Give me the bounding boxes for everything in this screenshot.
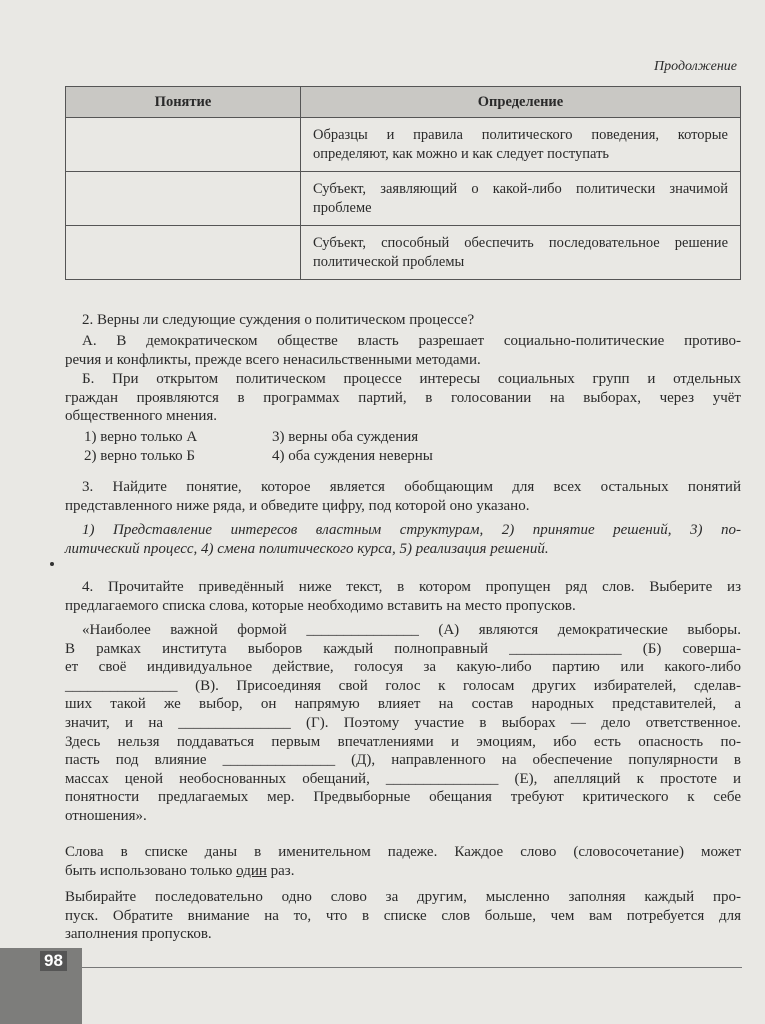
text-segment: раз. [266,862,295,879]
option-1[interactable]: 1) верно только А [84,429,198,445]
header-concept: Понятие [66,87,301,118]
page-number: 98 [40,951,67,971]
text-segment: общественного мнения. [65,408,218,425]
text-segment: значит, и на _______________ (Г). Поэтому участие в выборах — дело ответственное. [65,714,741,731]
definition-cell: Образцы и правила политического поведения, которые определяют, как можно и как следует поступать [301,118,741,172]
table-row [66,226,741,280]
text-segment: 1) Представление интересов властным структурам, 2) принятие решений, 3) по- [82,522,741,538]
concept-cell[interactable] [66,226,301,280]
q2-title [65,311,741,330]
text-line [65,597,741,616]
text-line [65,578,741,597]
text-segment: Слова в списке даны в именительном падеже. Каждое слово (словосочетание) может [65,844,741,860]
text-segment: ших такой же выбор, он напрямую влияет на состав народных представителей, а [65,696,741,713]
text-line [65,658,741,677]
q4-quote [65,621,741,826]
text-line [65,351,741,370]
text-segment: пуск. Обратите внимание на то, что в списке слов больше, чем вам потребуется для [65,907,741,924]
text-segment: _______________ (В). Присоединяя свой голос к голосам других избирателей, сделав- [65,677,741,694]
text-segment: ет своё индивидуальное действие, голосуя за какую-либо партию или какого-либо [65,659,741,676]
q3-items [65,521,741,558]
text-segment: представленного ниже ряда, и обведите цифру, под которой оно указано. [65,497,530,514]
text-segment: граждан проявляются в программах партий, в голосовании на выборах, через учёт [65,389,741,406]
text-line [65,788,741,807]
text-segment: массах ценой необоснованных обещаний, _______________ (Е), апелляций к простоте и [65,770,741,787]
concept-cell[interactable] [66,118,301,172]
text-segment: литический процесс, 4) смена политического курса, 5) реализация решений. [65,540,549,557]
q2-statement-b [65,370,741,426]
text-segment: 4. Прочитайте приведённый ниже текст, в котором пропущен ряд слов. Выберите из [82,579,741,595]
q4-note-1 [65,843,741,880]
text-line [65,497,741,516]
text-line [65,843,741,862]
text-line [65,862,741,881]
text-segment: «Наиболее важной формой _______________ (А) являются демократические выборы. [82,622,741,638]
text-line [65,407,741,426]
q4-text [65,578,741,615]
underlined-word: один [236,862,267,879]
text-line [65,751,741,770]
text-segment: Выбирайте последовательно одно слово за другим, мысленно заполняя каждый про- [65,889,741,905]
table-row [66,172,741,226]
text-line [65,695,741,714]
text-line [65,640,741,659]
text-line [65,733,741,752]
text-segment: заполнения пропусков. [65,926,212,943]
text-segment: речия и конфликты, прежде всего ненасильственными методами. [65,351,481,368]
text-segment: А. В демократическом обществе власть разрешает социально-политические противо- [82,333,741,349]
table-row [66,118,741,172]
text-line [65,540,741,559]
text-line [65,677,741,696]
continuation-label: Продолжение [654,59,737,74]
text-line [65,311,741,330]
option-4[interactable]: 4) оба суждения неверны [272,447,433,464]
text-segment: пасть под влияние _______________ (Д), направленного на обеспечение популярности в [65,752,741,769]
text-line [65,370,741,389]
text-segment: отношения». [65,807,147,824]
text-line [65,888,741,907]
definition-cell: Субъект, способный обеспечить последовательное решение политической проблемы [301,226,741,280]
text-line [65,621,741,640]
concept-cell[interactable] [66,172,301,226]
header-definition: Определение [301,87,741,118]
text-line [65,389,741,408]
text-line [65,478,741,497]
text-segment: понятности предлагаемых мер. Предвыборные обещания требуют критического к себе [65,789,741,806]
margin-dot [50,562,54,566]
text-segment: Здесь нельзя поддаваться первым впечатлениями и эмоциям, ибо есть опасность по- [65,733,741,750]
text-line [65,907,741,926]
table-header-row [66,87,741,118]
text-segment: 2. Верны ли следующие суждения о политическом процессе? [82,312,475,328]
text-line [65,770,741,789]
text-segment: 3. Найдите понятие, которое является обобщающим для всех остальных понятий [82,479,741,495]
q4-note-2 [65,888,741,944]
option-2[interactable]: 2) верно только Б [84,447,196,464]
text-segment: Б. При открытом политическом процессе интересы социальных групп и отдельных [82,371,741,387]
q3-text [65,478,741,515]
text-segment: быть использовано только [65,862,237,879]
text-line [65,925,741,944]
text-line [65,332,741,351]
text-line [65,807,741,826]
footer-rule [82,967,742,968]
q2-statement-a [65,332,741,369]
text-segment: В рамках института выборов каждый полноправный _______________ (Б) соверша- [65,640,741,657]
definition-cell: Субъект, заявляющий о какой-либо политически значимой проблеме [301,172,741,226]
concepts-table [65,86,741,280]
text-line [65,521,741,540]
q2-options [84,428,532,465]
text-line [65,714,741,733]
option-3[interactable]: 3) верны оба суждения [272,429,419,445]
text-segment: предлагаемого списка слова, которые необходимо вставить на место пропусков. [65,597,576,614]
